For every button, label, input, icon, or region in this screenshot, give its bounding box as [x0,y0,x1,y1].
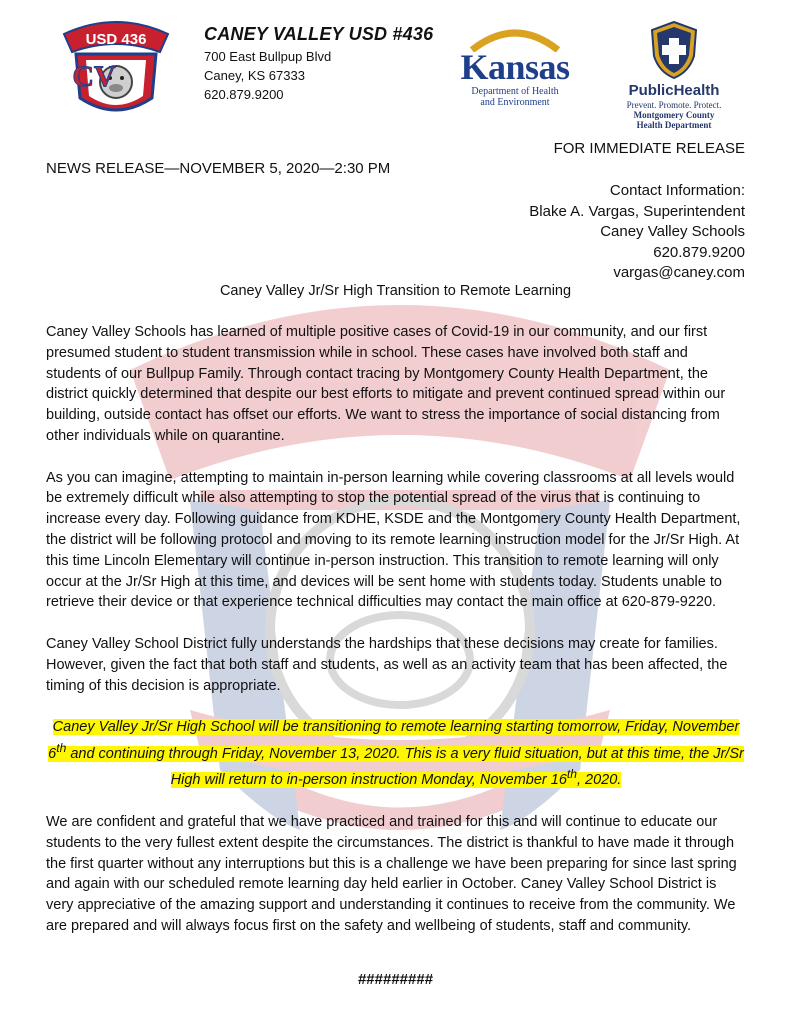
contact-label: Contact Information: [609,182,745,199]
district-logo [56,14,176,126]
immediate-release-label: FOR IMMEDIATE RELEASE [553,140,745,157]
body-paragraph-3: Caney Valley School District fully understands the hardships that these decisions may create for families. However, given the fact that both staff and students, as well as an activity team that has been affected, the timing of this decision is appropriate. [46,635,728,694]
highlight-text-b: and continuing through Friday, November 13, 2020. This is a very fluid situation, but at this time, the Jr/Sr High will return to in-person instruction Monday, November 16 [66,745,744,789]
release-body [46,322,746,958]
contact-email: vargas@caney.com [613,264,745,281]
public-health-dept: Health Department [636,120,712,130]
contact-name: Blake A. Vargas, Superintendent [529,202,745,220]
kdhe-name: Kansas [460,47,570,87]
body-paragraph-4: We are confident and grateful that we have practiced and trained for this and will continue to educate our students to the very fullest extent despite the circumstances. The district is thankful to have made it through the first quarter without any interruptions but this is a challenge we have been preparing for since last spring and again with our scheduled remote learning day held earlier in October. Caney Valley School District is very appreciative of the amazing support and understanding it continues to receive from the community. We are prepared and will always focus first on the safety and wellbeing of students, staff and community. [46,813,737,934]
end-of-release-mark: ######### [357,971,434,988]
org-info [204,24,433,104]
health-shield-icon [649,20,699,80]
highlight-ordinal-2: th [566,767,577,782]
kdhe-logo [450,22,580,110]
public-health-tagline: Prevent. Promote. Protect. [626,100,722,110]
body-paragraph-2: As you can imagine, attempting to maintain in-person learning while covering classrooms at all levels would be extremely difficult while also attempting to stop the potential spread of the virus that is continuing to increase every day. Following guidance from KDHE, KSDE and the Montgomery County Health Department, the district will be following protocol and moving to its remote learning instruction model for the Jr/Sr High. At this time Lincoln Elementary will continue in-person instruction. This transition to remote learning will only occur at the Jr/Sr High at this time, and devices will be sent home with students today. Students unable to retrieve their device or that experience technical difficulties may contact the main office at 620-879-9220. [46,469,741,611]
public-health-county: Montgomery County [633,110,715,120]
body-paragraph-1: Caney Valley Schools has learned of multiple positive cases of Covid-19 in our community, and our first presumed student to student transmission while in school. These cases have involved both staff and students of our Bullpup Family. Through contact tracing by Montgomery County Health Department, the district quickly determined that despite our best efforts to mitigate and prevent continued spread within our building, outside contact has offset our efforts. We want to stress the importance of social distancing from other individuals while on quarantine. [46,324,726,444]
public-health-logo [612,20,736,130]
public-health-title: PublicHealth [628,82,720,99]
highlight-ordinal-1: th [56,740,67,755]
highlight-text-c: , 2020. [576,772,622,789]
contact-org: Caney Valley Schools [600,223,745,240]
release-headline: Caney Valley Jr/Sr High Transition to Remote Learning [219,283,572,299]
highlighted-announcement [46,717,746,791]
org-name: CANEY VALLEY USD #436 [204,24,434,44]
logo-badge-text: USD 436 [85,31,147,48]
highlight-text-a: Caney Valley Jr/Sr High School will be transitioning to remote learning starting tomorrow, Friday, November 6 [48,719,740,762]
address-line-1: 700 East Bullpup Blvd [204,49,332,64]
org-phone: 620.879.9200 [204,87,284,102]
kdhe-subtitle-1: Department of Health [471,86,559,97]
kdhe-subtitle-2: and Environment [480,97,550,108]
logo-initials: CV [72,60,116,93]
contact-block [529,181,745,284]
news-release-dateline: NEWS RELEASE—NOVEMBER 5, 2020—2:30 PM [46,160,391,177]
address-line-2: Caney, KS 67333 [204,68,305,83]
contact-phone: 620.879.9200 [653,243,745,261]
